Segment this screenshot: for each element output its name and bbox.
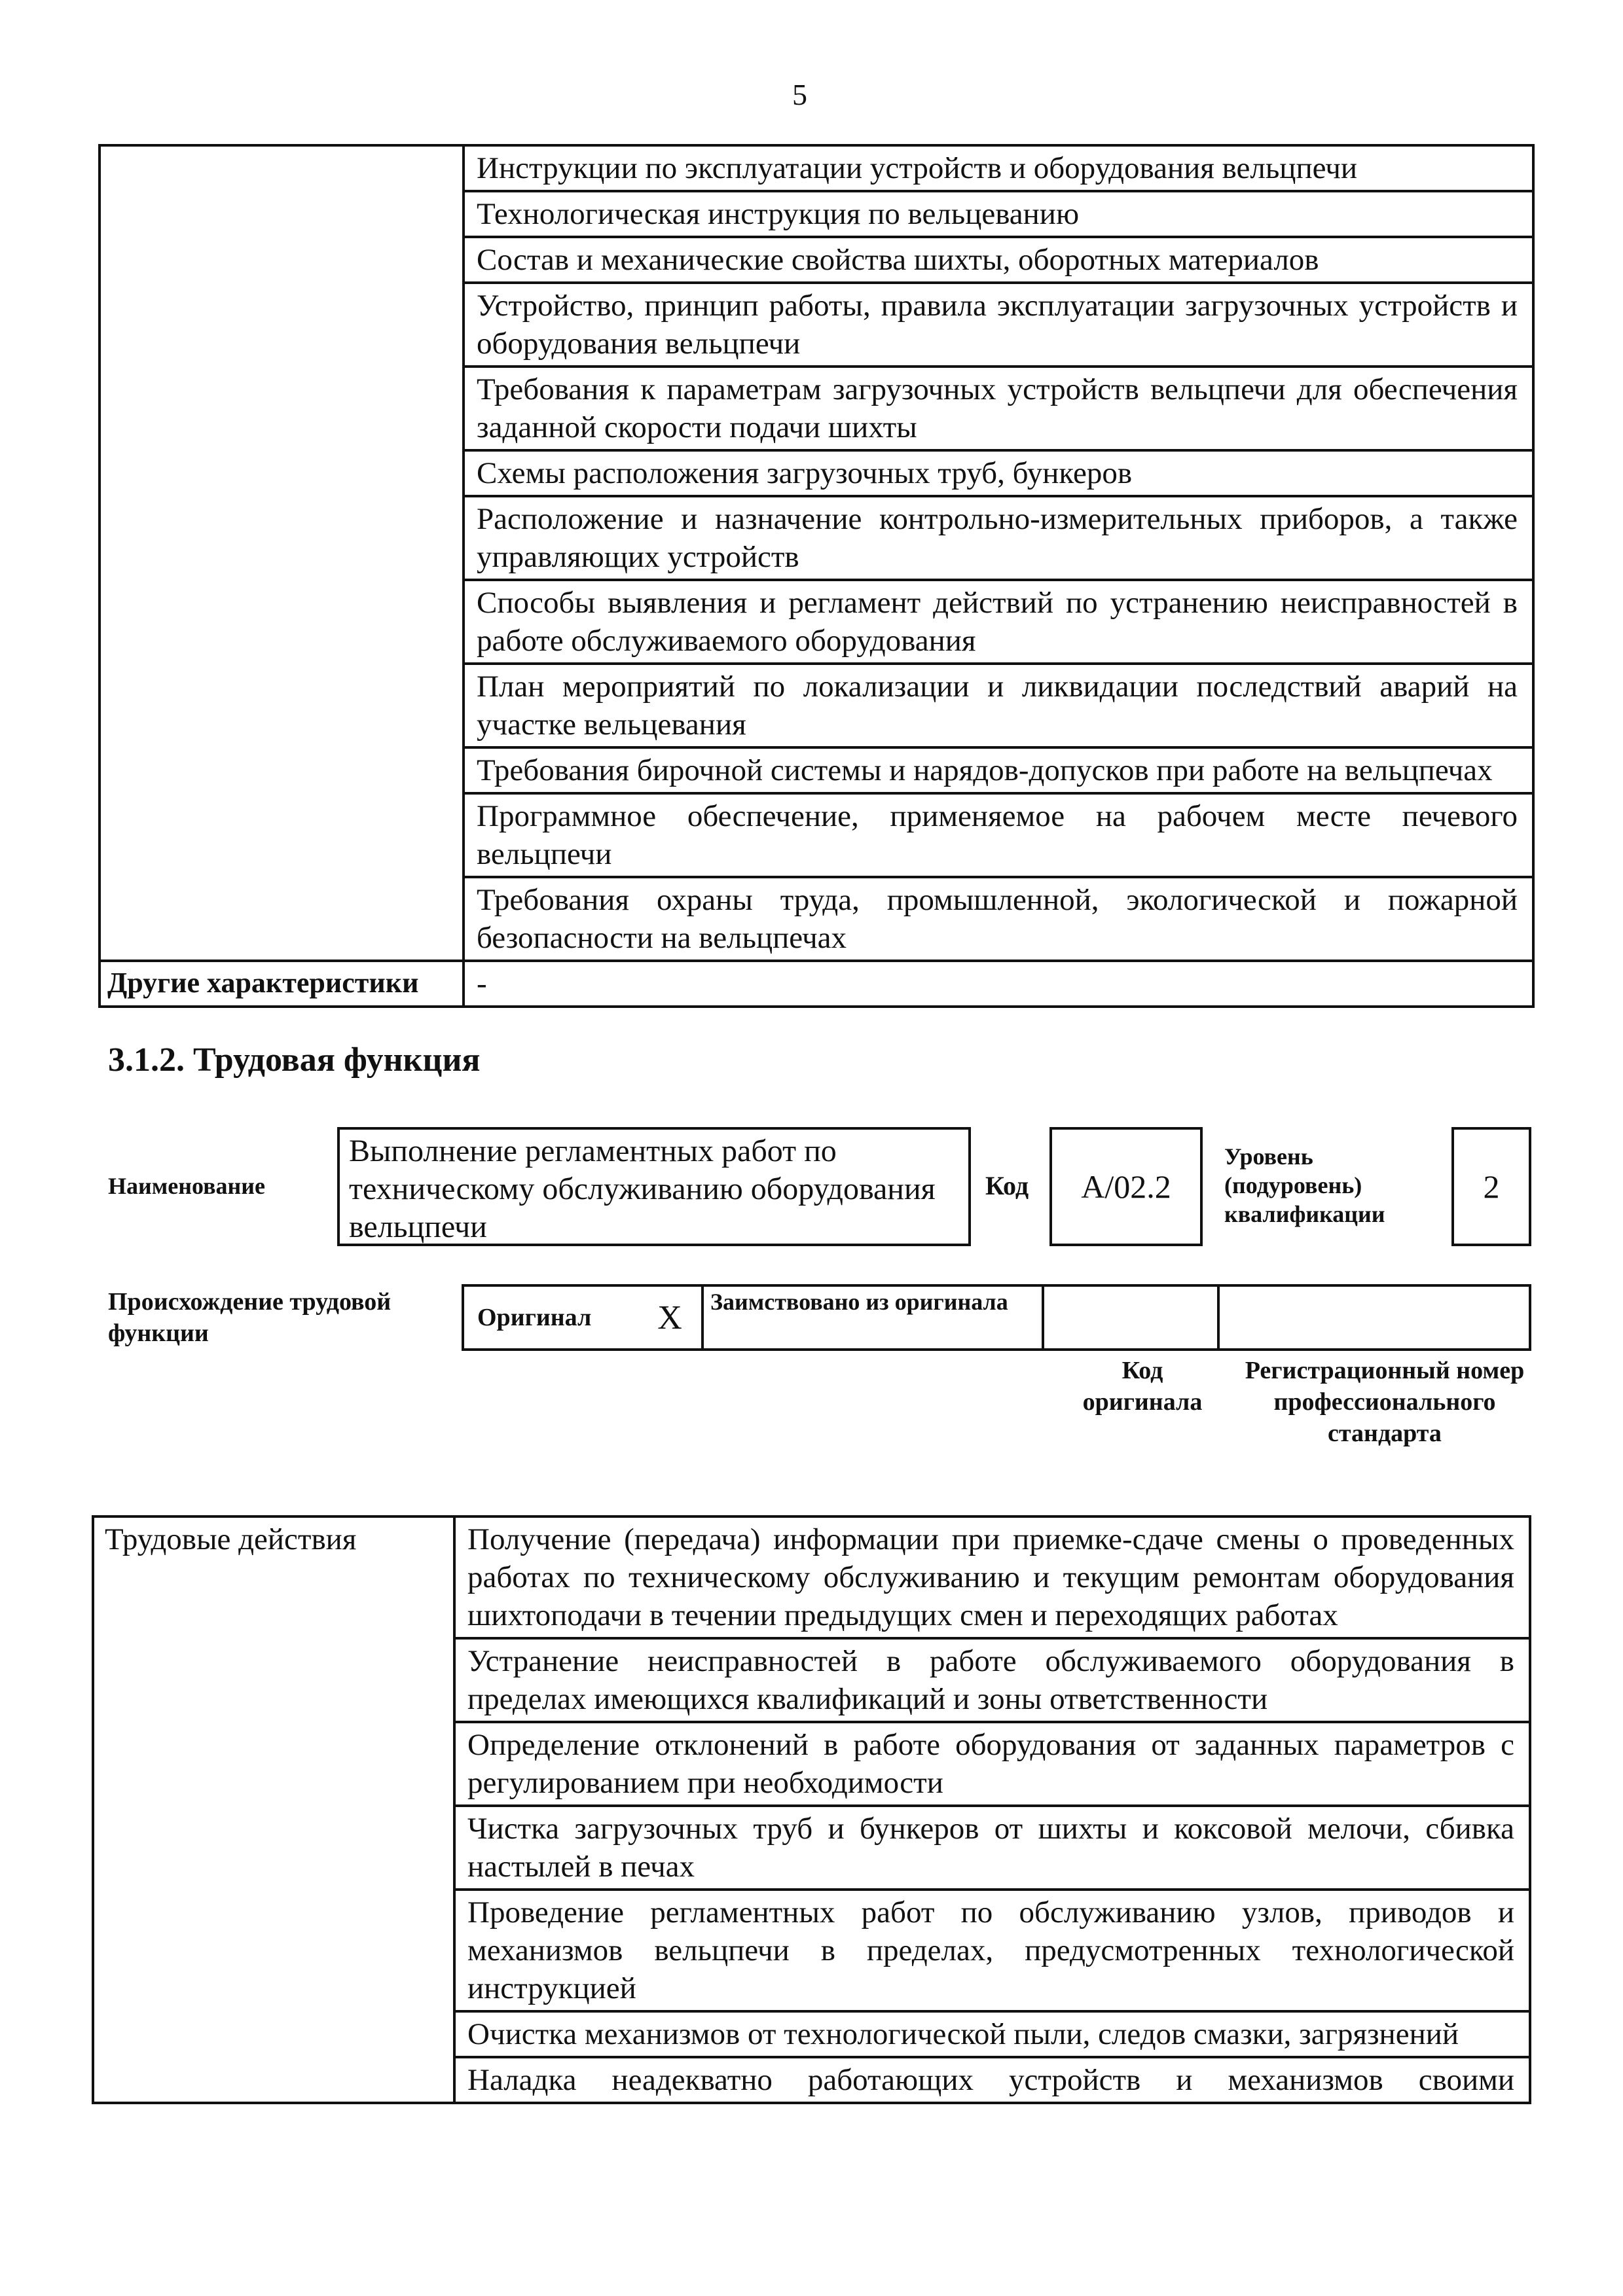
- knowledge-item: Схемы расположения загрузочных труб, бункеров: [464, 450, 1533, 496]
- table-row: [463, 1285, 1530, 1350]
- knowledge-item: План мероприятий по локализации и ликвидации последствий аварий на участке вельцевания: [464, 664, 1533, 747]
- reg-number-label: Регистрационный номер профессионального стандарта: [1245, 1357, 1525, 1447]
- knowledge-item: Способы выявления и регламент действий по устранению неисправностей в работе обслуживаемого оборудования: [464, 580, 1533, 664]
- code-value-box: А/02.2: [1049, 1127, 1203, 1246]
- knowledge-item: Требования охраны труда, промышленной, экологической и пожарной безопасности на вельцпечах: [464, 877, 1533, 961]
- knowledge-item: Программное обеспечение, применяемое на рабочем месте печевого вельцпечи: [464, 793, 1533, 877]
- action-item: Определение отклонений в работе оборудования от заданных параметров с регулированием при необходимости: [454, 1722, 1530, 1806]
- action-item: Наладка неадекватно работающих устройств и механизмов своими: [454, 2057, 1530, 2103]
- level-value-box: 2: [1451, 1127, 1531, 1246]
- knowledge-item: Устройство, принцип работы, правила эксплуатации загрузочных устройств и оборудования вельцпечи: [464, 283, 1533, 367]
- knowledge-table: [98, 144, 1535, 1008]
- action-item: Проведение регламентных работ по обслуживанию узлов, приводов и механизмов вельцпечи в пределах, предусмотренных технологической инструкцией: [454, 1890, 1530, 2011]
- table-row: [93, 1516, 1530, 1638]
- name-label: Наименование: [108, 1173, 265, 1199]
- borrowed-label: Заимствовано из оригинала: [702, 1285, 1043, 1350]
- origin-label: Происхождение трудовой функции: [108, 1288, 392, 1347]
- actions-label: Трудовые действия: [93, 1516, 454, 2103]
- other-characteristics-value: -: [464, 961, 1533, 1007]
- page-number: 5: [792, 78, 807, 111]
- empty-label-cell: [100, 145, 464, 961]
- knowledge-item: Требования к параметрам загрузочных устройств вельцпечи для обеспечения заданной скорости подачи шихты: [464, 367, 1533, 450]
- function-name-box: Выполнение регламентных работ по техническому обслуживанию оборудования вельцпечи: [337, 1127, 971, 1246]
- code-label: Код: [985, 1171, 1029, 1200]
- origin-table: [462, 1284, 1531, 1351]
- code-original-cell: [1043, 1285, 1218, 1350]
- knowledge-item: Состав и механические свойства шихты, оборотных материалов: [464, 237, 1533, 283]
- action-item: Чистка загрузочных труб и бункеров от шихты и коксовой мелочи, сбивка настылей в печах: [454, 1806, 1530, 1890]
- knowledge-item: Требования бирочной системы и нарядов-допусков при работе на вельцпечах: [464, 747, 1533, 793]
- actions-table: [92, 1515, 1531, 2104]
- table-row: [100, 961, 1533, 1007]
- knowledge-item: Расположение и назначение контрольно-измерительных приборов, а также управляющих устройств: [464, 496, 1533, 580]
- knowledge-item: Технологическая инструкция по вельцеванию: [464, 191, 1533, 237]
- section-heading: 3.1.2. Трудовая функция: [108, 1041, 481, 1079]
- table-row: [100, 145, 1533, 191]
- reg-number-cell: [1218, 1285, 1530, 1350]
- other-characteristics-label: Другие характеристики: [100, 961, 464, 1007]
- knowledge-item: Инструкции по эксплуатации устройств и оборудования вельцпечи: [464, 145, 1533, 191]
- action-item: Получение (передача) информации при приемке-сдаче смены о проведенных работах по техническому обслуживанию и текущим ремонтам оборудования шихтоподачи в течении предыдущих смен и переходящих работах: [454, 1516, 1530, 1638]
- original-mark: X: [638, 1285, 702, 1350]
- action-item: Устранение неисправностей в работе обслуживаемого оборудования в пределах имеющихся квалификаций и зоны ответственности: [454, 1638, 1530, 1722]
- action-item: Очистка механизмов от технологической пыли, следов смазки, загрязнений: [454, 2011, 1530, 2057]
- level-label: Уровень (подуровень) квалификации: [1224, 1143, 1385, 1227]
- original-label: Оригинал: [463, 1285, 638, 1350]
- code-original-label: Код оригинала: [1082, 1357, 1203, 1416]
